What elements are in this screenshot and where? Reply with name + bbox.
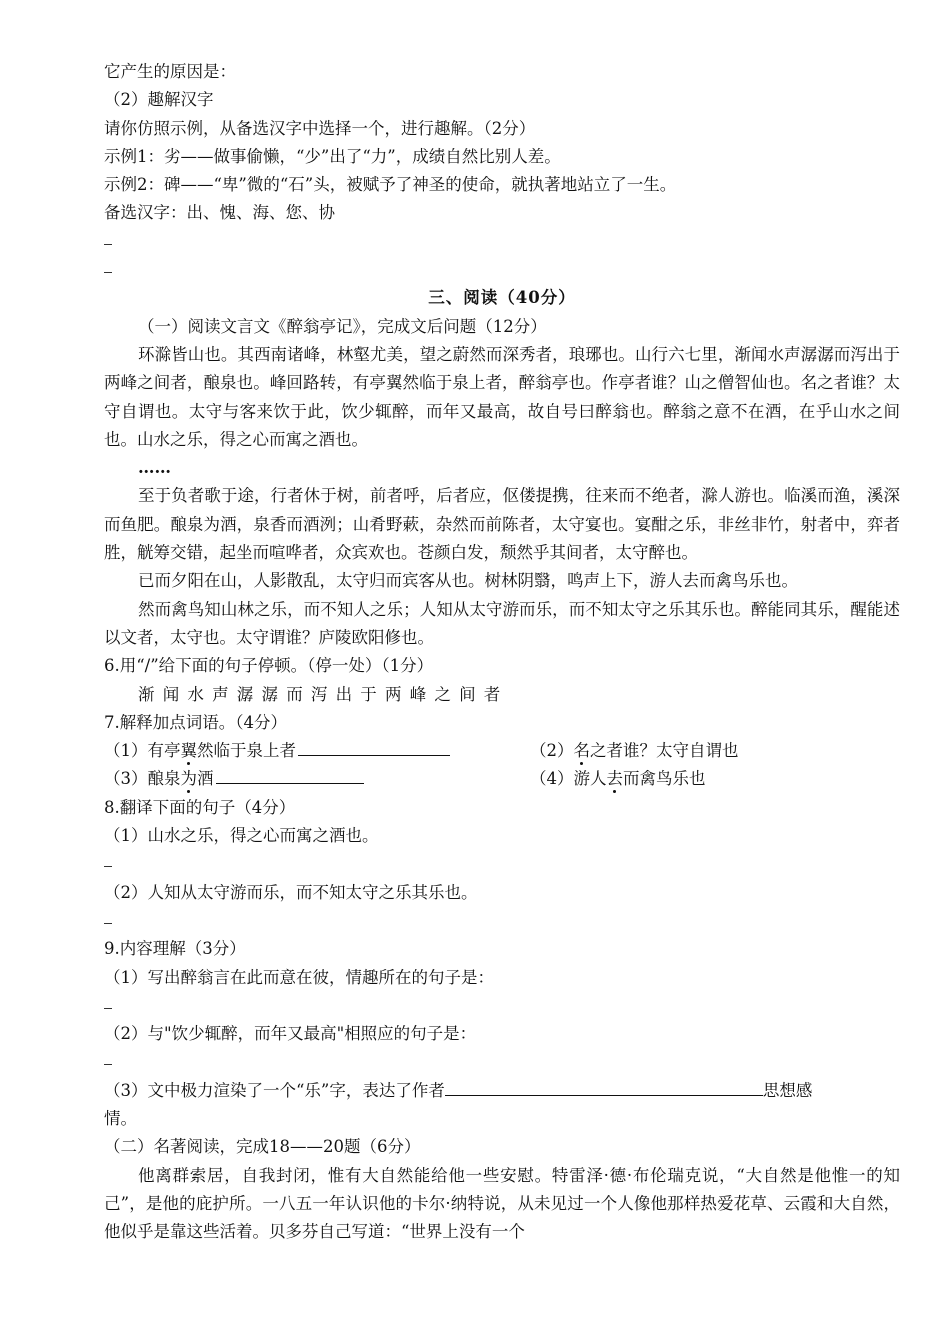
passage-paragraph: 至于负者歌于途，行者休于树，前者呼，后者应，伛偻提携，往来而不绝者，滁人游也。临溪而渔，溪深而鱼肥。酿泉为酒，泉香而酒洌；山肴野蔌，杂然而前陈者，太守宴也。宴酣之乐，非丝非竹，射者中，弈者胜，觥筹交错，起坐而喧哗者，众宾欢也。苍颜白发，颓然乎其间者，太守醉也。: [104, 486, 900, 563]
question-9-item-2: （2）与"饮少辄醉，而年又最高"相照应的句子是：: [104, 1024, 477, 1044]
dotted-word: 名: [573, 741, 590, 761]
dotted-word: 去: [606, 769, 623, 789]
answer-blank: [104, 850, 900, 878]
question-7-item-4: （4）游人去而禽鸟乐也: [530, 769, 706, 789]
question-6-stem: 6.用“/”给下面的句子停顿。（停一处）（1分）: [104, 656, 434, 676]
question-7-row: [104, 737, 900, 765]
answer-blank: [104, 992, 900, 1020]
passage-paragraph: 已而夕阳在山，人影散乱，太守归而宾客从也。树林阴翳，鸣声上下，游人去而禽鸟乐也。: [138, 571, 798, 591]
novel-passage: [104, 1162, 900, 1247]
question-9-item-1: （1）写出醉翁言在此而意在彼，情趣所在的句子是：: [104, 967, 494, 987]
question-6-sentence: 渐闻水声潺潺而泻出于两峰之间者: [138, 684, 509, 704]
answer-blank: [104, 228, 900, 256]
text-line: 它产生的原因是：: [104, 62, 236, 81]
text-line: 备选汉字：出、愧、海、您、协: [104, 203, 335, 223]
question-8-stem: 8.翻译下面的句子（4分）: [104, 797, 296, 817]
question-7-item-2: （2）名之者谁？太守自谓也: [530, 741, 739, 761]
question-8-sentence-1: （1）山水之乐，得之心而寓之酒也。: [104, 826, 379, 846]
part2-heading: （二）名著阅读，完成18——20题（6分）: [104, 1137, 421, 1157]
text-line: 示例1：劣——做事偷懒，“少”出了“力”，成绩自然比别人差。: [104, 146, 561, 166]
passage-paragraph: 然而禽鸟知山林之乐，而不知人之乐；人知从太守游而乐，而不知太守之乐其乐也。醉能同其乐，醒能述以文者，太守也。太守谓谁？庐陵欧阳修也。: [104, 599, 900, 647]
question-8-sentence-2: （2）人知从太守游而乐，而不知太守之乐其乐也。: [104, 882, 478, 902]
question-7-item-1: （1）有亭翼然临于泉上者: [104, 737, 530, 765]
passage-ellipsis: ……: [138, 458, 171, 478]
passage-paragraph: 环滁皆山也。其西南诸峰，林壑尤美，望之蔚然而深秀者，琅琊也。山行六七里，渐闻水声潺潺而泻出于两峰之间者，酿泉也。峰回路转，有亭翼然临于泉上者，醉翁亭也。作亭者谁？山之僧智仙也。名之者谁？太守自谓也。太守与客来饮于此，饮少辄醉，而年又最高，故自号曰醉翁也。醉翁之意不在酒，在乎山水之间也。山水之乐，得之心而寓之酒也。: [104, 344, 900, 449]
text-line: 示例2：碑——“卑”微的“石”头，被赋予了神圣的使命，就执著地站立了一生。: [104, 175, 677, 195]
question-7-item-3: （3）酿泉为酒: [104, 765, 530, 793]
section-title: 三、阅读（40分）: [428, 288, 576, 308]
dotted-word: 翼: [180, 741, 197, 761]
question-7-row: [104, 765, 900, 793]
part1-heading: （一）阅读文言文《醉翁亭记》，完成文后问题（12分）: [138, 316, 547, 336]
answer-blank: [104, 1048, 900, 1076]
question-7-stem: 7.解释加点词语。（4分）: [104, 712, 287, 732]
answer-blank: [104, 907, 900, 935]
classical-passage: [104, 341, 900, 652]
question-9-stem: 9.内容理解（3分）: [104, 939, 246, 959]
question-9-item-3-cont: 情。: [104, 1108, 137, 1128]
answer-blank: [104, 256, 900, 284]
text-line: （2）趣解汉字: [104, 90, 214, 110]
dotted-word: 为: [180, 769, 197, 789]
answer-underline[interactable]: [445, 1077, 763, 1096]
answer-underline[interactable]: [216, 765, 364, 784]
text-line: 请你仿照示例，从备选汉字中选择一个，进行趣解。（2分）: [104, 118, 536, 138]
passage-paragraph: 他离群索居，自我封闭，惟有大自然能给他一些安慰。特雷泽·德·布伦瑞克说，“大自然是他惟一的知己”，是他的庇护所。一八五一年认识他的卡尔·纳特说，从未见过一个人像他那样热爱花草、云霞和大自然，他似乎是靠这些活着。贝多芬自己写道：“世界上没有一个: [104, 1165, 900, 1242]
answer-underline[interactable]: [298, 737, 450, 756]
question-9-item-3: （3）文中极力渲染了一个“乐”字，表达了作者 思想感: [104, 1077, 900, 1105]
